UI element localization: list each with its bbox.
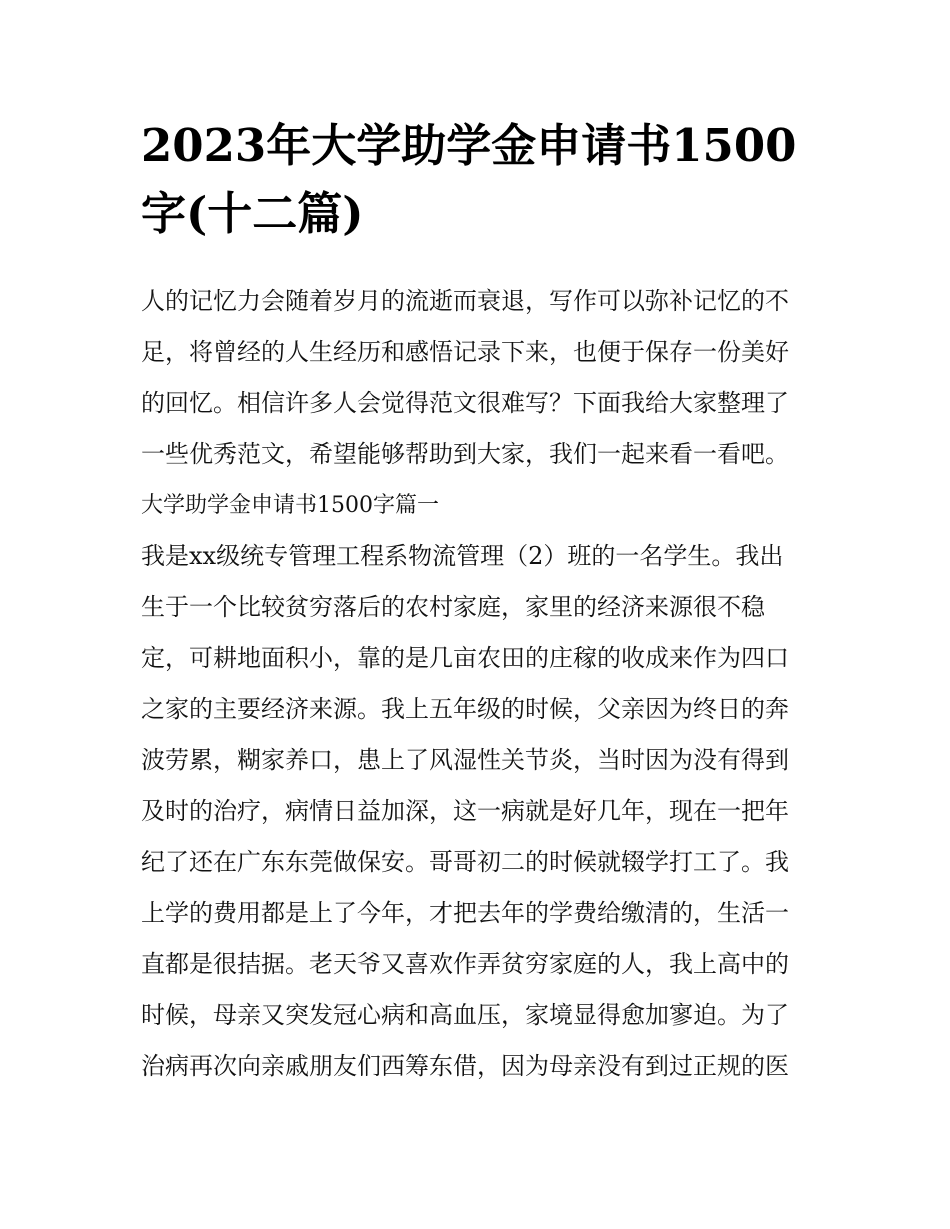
paragraph-line: 我是xx级统专管理工程系物流管理（2）班的一名学生。我出 [141, 542, 784, 570]
paragraph-line: 时候，母亲又突发冠心病和高血压，家境显得愈加寥迫。为了 [141, 1001, 789, 1029]
paragraph-line: 波劳累，糊家养口，患上了风湿性关节炎，当时因为没有得到 [141, 746, 789, 774]
paragraph-line: 人的记忆力会随着岁月的流逝而衰退，写作可以弥补记忆的不 [141, 287, 789, 315]
paragraph-line: 一些优秀范文，希望能够帮助到大家，我们一起来看一看吧。 [141, 440, 789, 468]
paragraph-line: 纪了还在广东东莞做保安。哥哥初二的时候就辍学打工了。我 [141, 848, 789, 876]
document-title [141, 112, 821, 248]
paragraph-line: 足，将曾经的人生经历和感悟记录下来，也便于保存一份美好 [141, 338, 789, 366]
paragraph-line: 直都是很拮据。老天爷又喜欢作弄贫穷家庭的人，我上高中的 [141, 950, 789, 978]
title-line-1: 2023年大学助学金申请书1500 [141, 119, 797, 172]
paragraph-line: 定，可耕地面积小，靠的是几亩农田的庄稼的收成来作为四口 [141, 644, 789, 672]
paragraph-line: 之家的主要经济来源。我上五年级的时候，父亲因为终日的奔 [141, 695, 789, 723]
paragraph-line: 上学的费用都是上了今年，才把去年的学费给缴清的，生活一 [141, 899, 789, 927]
title-line-2: 字(十二篇) [141, 187, 364, 240]
paragraph-line: 的回忆。相信许多人会觉得范文很难写？下面我给大家整理了 [141, 389, 789, 417]
paragraph-line: 及时的治疗，病情日益加深，这一病就是好几年，现在一把年 [141, 797, 789, 825]
paragraph-line: 治病再次向亲戚朋友们西筹东借，因为母亲没有到过正规的医 [141, 1052, 789, 1080]
section-heading: 大学助学金申请书1500字篇一 [141, 493, 439, 518]
document-body [141, 276, 821, 1092]
paragraph-line: 生于一个比较贫穷落后的农村家庭，家里的经济来源很不稳 [141, 593, 765, 621]
